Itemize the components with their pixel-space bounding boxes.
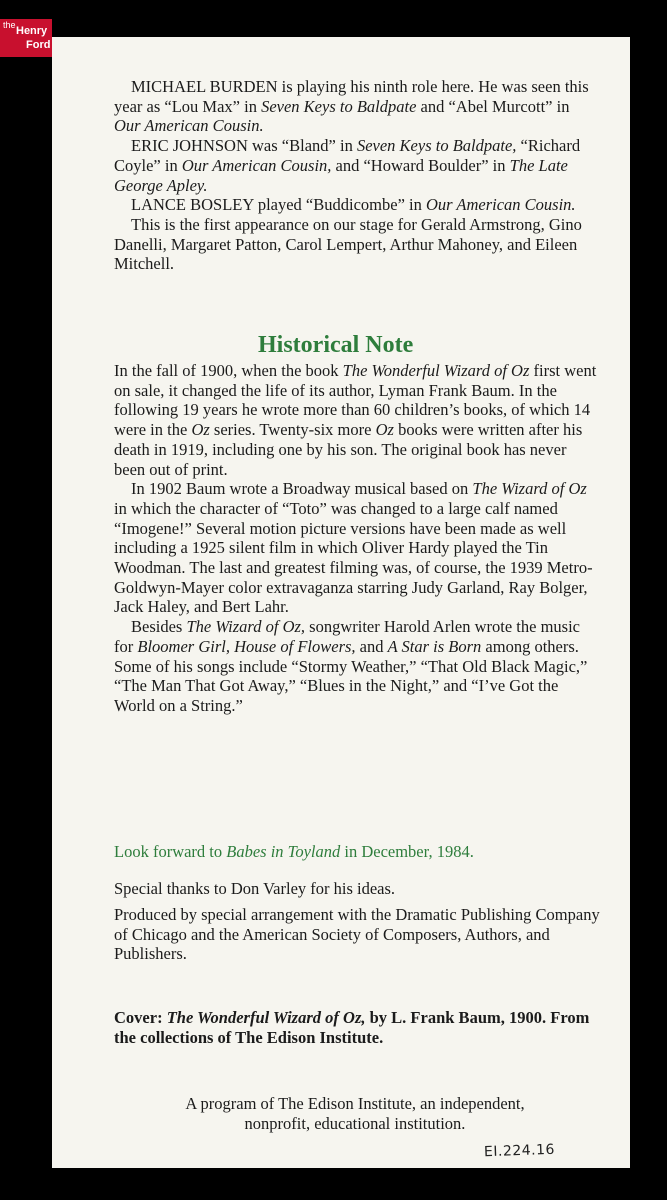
program-footer-line-2: nonprofit, educational institution. bbox=[244, 1113, 466, 1133]
logo-line-henry: Henry bbox=[16, 25, 48, 37]
look-forward-notice: Look forward to Babes in Toyland in December, 1984. bbox=[114, 842, 474, 861]
program-page bbox=[52, 37, 630, 1168]
logo-line-the: the bbox=[3, 20, 16, 30]
historical-paragraph-1: In the fall of 1900, when the book The Wonderful Wizard of Oz first went on sale, it changed the life of its author, Lyman Frank Baum. In the following 19 years he wrote more than 60 children’s books, of which 14 were in the Oz series. Twenty-six more Oz books were written after his death in 1919, including one by his son. The original book has never been out of print. bbox=[114, 361, 597, 479]
henry-ford-logo bbox=[0, 19, 52, 57]
program-footer-line-1: A program of The Edison Institute, an independent, bbox=[185, 1094, 525, 1113]
historical-note-heading: Historical Note bbox=[258, 332, 414, 358]
cast-notes bbox=[114, 77, 600, 274]
accession-number: EI.224.16 bbox=[483, 1141, 556, 1161]
historical-paragraph-2: In 1902 Baum wrote a Broadway musical based on The Wizard of Oz in which the character of “Toto” was changed to a large calf named “Imogene!” Several motion picture versions have been made as well including a 1925 silent film in which Oliver Hardy played the Tin Woodman. The last and greatest filming was, of course, the 1939 Metro-Goldwyn-Mayer color extravaganza starring Judy Garland, Ray Bolger, Jack Haley, and Bert Lahr. bbox=[114, 479, 593, 617]
historical-note-body bbox=[114, 361, 600, 716]
historical-paragraph-3: Besides The Wizard of Oz, songwriter Harold Arlen wrote the music for Bloomer Girl, House of Flowers, and A Star is Born among others. Some of his songs include “Stormy Weather,” “That Old Black Magic,” “The Man That Got Away,” “Blues in the Night,” and “I’ve Got the World on a String.” bbox=[114, 617, 588, 715]
logo-line-ford: Ford bbox=[26, 39, 51, 51]
cover-credit: Cover: The Wonderful Wizard of Oz, by L. Frank Baum, 1900. From the collections of The Edison Institute. bbox=[114, 1008, 590, 1047]
program-footer bbox=[112, 1094, 598, 1133]
cast-note-johnson: ERIC JOHNSON was “Bland” in Seven Keys to Baldpate, “Richard Coyle” in Our American Cousin, and “Howard Boulder” in The Late George Apley. bbox=[114, 136, 581, 195]
special-thanks: Special thanks to Don Varley for his ideas. bbox=[114, 879, 396, 898]
cast-note-burden: MICHAEL BURDEN is playing his ninth role here. He was seen this year as “Lou Max” in Seven Keys to Baldpate and “Abel Murcott” in Our American Cousin. bbox=[114, 77, 589, 136]
cast-note-bosley: LANCE BOSLEY played “Buddicombe” in Our American Cousin. bbox=[131, 195, 576, 215]
cast-note-first-appearance: This is the first appearance on our stage for Gerald Armstrong, Gino Danelli, Margaret Patton, Carol Lempert, Arthur Mahoney, and Eileen Mitchell. bbox=[114, 214, 582, 274]
production-credit: Produced by special arrangement with the Dramatic Publishing Company of Chicago and the American Society of Composers, Authors, and Publishers. bbox=[114, 905, 600, 964]
